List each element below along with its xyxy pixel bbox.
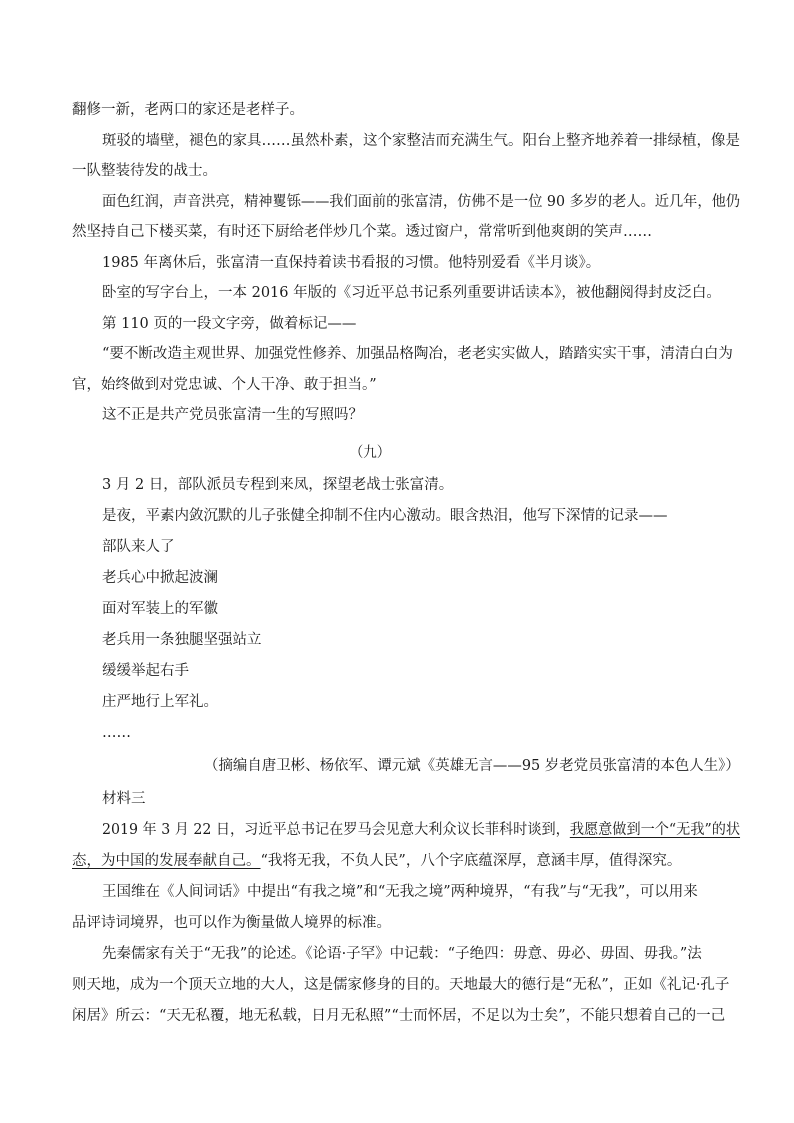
source-citation: （摘编自唐卫彬、杨依军、谭元斌《英雄无言——95 岁老党员张富清的本色人生》） xyxy=(204,758,741,774)
paragraph-line: 则天地，成为一个顶天立地的大人，这是儒家修身的目的。天地最大的德行是“无私”，正如《礼记·孔子 xyxy=(72,977,730,993)
paragraph-line: 翻修一新，老两口的家还是老样子。 xyxy=(72,102,304,118)
paragraph-line: 是夜，平素内敛沉默的儿子张健全抑制不住内心激动。眼含热泪，他写下深情的记录—— xyxy=(102,508,668,524)
paragraph-line: 然坚持自己下楼买菜，有时还下厨给老伴炒几个菜。透过窗户，常常听到他爽朗的笑声…… xyxy=(72,224,652,240)
material-heading: 材料三 xyxy=(102,791,146,807)
plain-text: 2019 年 3 月 22 日，习近平总书记在罗马会见意大利众议长菲科时谈到， xyxy=(102,822,570,838)
paragraph-line: 斑驳的墙壁，褪色的家具……虽然朴素，这个家整洁而充满生气。阳台上整齐地养着一排绿植，像是 xyxy=(102,133,740,149)
paragraph-line: 3 月 2 日，部队派员专程到来凤，探望老战士张富清。 xyxy=(102,477,454,493)
paragraph-line: 卧室的写字台上，一本 2016 年版的《习近平总书记系列重要讲话读本》，被他翻阅得封皮泛白。 xyxy=(102,285,721,301)
paragraph-line xyxy=(102,820,740,840)
quote-line: “要不断改造主观世界、加强党性修养、加强品格陶冶，老老实实做人，踏踏实实干事，清清白白为 xyxy=(102,346,733,362)
poem-line: 缓缓举起右手 xyxy=(102,663,189,679)
poem-line: 面对军装上的军徽 xyxy=(102,601,218,617)
underlined-quote: 我愿意做到一个“无我”的状 xyxy=(569,822,741,838)
poem-line: 部队来人了 xyxy=(102,539,175,555)
poem-line: 庄严地行上军礼。 xyxy=(102,694,218,710)
paragraph-line: 闲居》所云：“天无私覆，地无私载，日月无私照”“士而怀居，不足以为士矣”，不能只想着自己的一己 xyxy=(72,1008,726,1024)
paragraph-line: 这不正是共产党员张富清一生的写照吗？ xyxy=(102,407,363,423)
underlined-quote: 态，为中国的发展奉献自己。 xyxy=(72,853,261,869)
paragraph-line: 一队整装待发的战士。 xyxy=(72,163,217,179)
paragraph-line: 第 110 页的一段文字旁，做着标记—— xyxy=(102,316,357,332)
poem-ellipsis: …… xyxy=(102,725,131,741)
poem-line: 老兵心中掀起波澜 xyxy=(102,570,218,586)
plain-text: “我将无我，不负人民”，八个字底蕴深厚，意涵丰厚，值得深究。 xyxy=(260,853,682,869)
paragraph-line: 王国维在《人间词话》中提出“有我之境”和“无我之境”两种境界，“有我”与“无我”，可以用来 xyxy=(102,884,698,900)
paragraph-line: 先秦儒家有关于“无我”的论述。《论语·子罕》中记载：“子绝四：毋意、毋必、毋固、毋我。”法 xyxy=(102,946,702,962)
section-number: （九） xyxy=(349,445,391,461)
paragraph-line: 品评诗词境界，也可以作为衡量做人境界的标准。 xyxy=(72,915,391,931)
paragraph-line: 面色红润，声音洪亮，精神矍铄——我们面前的张富清，仿佛不是一位 90 多岁的老人。近几年，他仍 xyxy=(102,194,741,210)
poem-line: 老兵用一条独腿坚强站立 xyxy=(102,632,262,648)
paragraph-line: 1985 年离休后，张富清一直保持着读书看报的习惯。他特别爱看《半月谈》。 xyxy=(102,255,601,271)
paragraph-line xyxy=(72,851,681,871)
quote-line: 官，始终做到对党忠诚、个人干净、敢于担当。” xyxy=(72,377,377,393)
